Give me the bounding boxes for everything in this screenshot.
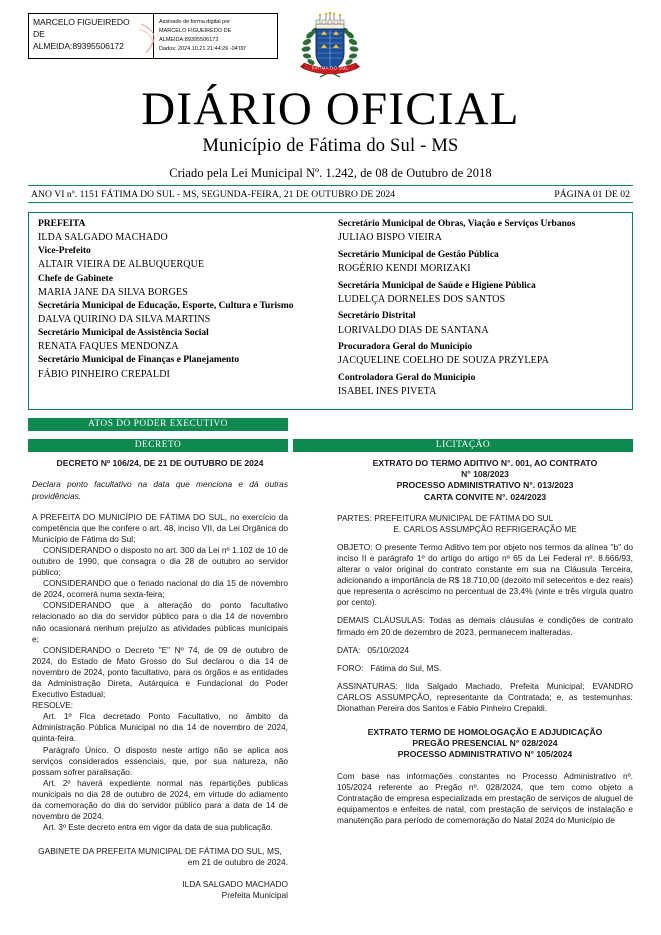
coat-of-arms-icon bbox=[296, 11, 364, 83]
decreto-signer-role: Prefeita Municipal bbox=[221, 889, 288, 900]
signature-detail-line3: ALMEIDA:89395506172 bbox=[159, 37, 219, 44]
signature-detail-line1: Assinado de forma digital por bbox=[159, 19, 230, 25]
licitacao-partes-line1 bbox=[337, 513, 633, 524]
decreto-paragraph: A PREFEITA DO MUNICÍPIO DE FÁTIMA DO SUL, no exercício da competência que lhe confere o art. 48, inciso VII, da Lei Orgânica do Município de Fátima do Sul; bbox=[32, 511, 288, 544]
official-name: MARIA JANE DA SILVA BORGES bbox=[38, 286, 188, 298]
digital-signature-block bbox=[28, 13, 278, 59]
decreto-paragraph: CONSIDERANDO que o feriado nacional do dia 15 de novembro de 2024, ocorrerá numa sexta-feira; bbox=[32, 578, 288, 600]
official-name: LUDELÇA DORNELES DOS SANTOS bbox=[338, 293, 506, 305]
licitacao-item2-title-line1: EXTRATO TERMO DE HOMOLOGAÇÃO E ADJUDICAÇÃO bbox=[367, 727, 603, 738]
decreto-closing-line1: GABINETE DA PREFEITA MUNICIPAL DE FÁTIMA DO SUL, MS, bbox=[38, 846, 282, 857]
official-role: Secretário Municipal de Gestão Pública bbox=[338, 249, 499, 260]
official-role: Secretário Municipal de Finanças e Planejamento bbox=[38, 355, 240, 366]
officials-column-left bbox=[29, 218, 328, 409]
official-name: DALVA QUIRINO DA SILVA MARTINS bbox=[38, 314, 211, 325]
data-value: 05/10/2024 bbox=[367, 644, 410, 655]
official-name: LORIVALDO DIAS DE SANTANA bbox=[338, 324, 489, 336]
officials-box bbox=[28, 212, 633, 410]
foro-value: Fátima do Sul, MS. bbox=[370, 662, 442, 673]
licitacao-item1-title-line4: CARTA CONVITE N°. 024/2023 bbox=[423, 491, 547, 502]
licitacao-item1-title-line1: EXTRATO DO TERMO ADITIVO N°. 001, AO CONTRATO bbox=[372, 458, 598, 468]
masthead-subtitle: Município de Fátima do Sul - MS bbox=[202, 136, 459, 156]
signature-name-line2: DE bbox=[33, 28, 45, 39]
page-title: DIÁRIO OFICIAL bbox=[141, 83, 520, 135]
decreto-closing-line2: em 21 de outubro de 2024. bbox=[187, 857, 288, 868]
official-role: Secretária Municipal de Educação, Esporte, Cultura e Turismo bbox=[38, 300, 294, 311]
officials-column-right bbox=[328, 218, 632, 409]
issue-page-number: PÁGINA 01 DE 02 bbox=[554, 188, 630, 200]
masthead-law-line: Criado pela Lei Municipal Nº. 1.242, de 08 de Outubro de 2018 bbox=[169, 166, 492, 180]
licitacao-assinaturas: ASSINATURAS: Ilda Salgado Machado, Prefeita Municipal; EVANDRO CARLOS ASSUMPÇÃO, representante da Contratada; e, as testemunhas: Dionathan Pereira dos Santos e Fábio Pinheiro Crepaldi. bbox=[337, 680, 633, 713]
crest-ribbon-text: FATIMA DO SUL bbox=[311, 65, 349, 71]
official-role: Vice-Prefeito bbox=[38, 246, 91, 257]
signature-detail-line2: MARCELO FIGUEIREDO DE bbox=[159, 28, 232, 35]
official-name: ILDA SALGADO MACHADO bbox=[38, 232, 168, 244]
licitacao-foro bbox=[337, 663, 633, 674]
issue-info-left: ANO VI nº. 1151 FÁTIMA DO SUL - MS, SEGUNDA-FEIRA, 21 DE OUTUBRO DE 2024 bbox=[31, 188, 396, 200]
issue-info-bar bbox=[28, 185, 633, 203]
official-role: PREFEITA bbox=[38, 219, 86, 229]
signature-name-line1: MARCELO FIGUEIREDO bbox=[33, 17, 130, 27]
signature-name bbox=[29, 14, 153, 58]
licitacao-data bbox=[337, 645, 633, 656]
section-banner-atos-poder-executivo: ATOS DO PODER EXECUTIVO bbox=[28, 418, 288, 431]
signature-name-line3: ALMEIDA:89395506172 bbox=[33, 40, 124, 51]
decreto-paragraph: CONSIDERANDO o disposto no art. 300 da Lei nº 1.102 de 10 de outubro de 1990, que consagra o dia 28 de outubro ao servidor público; bbox=[32, 544, 288, 578]
decreto-article: Art. 3º Este decreto entra em vigor da data de sua publicação. bbox=[43, 822, 273, 833]
official-name: ALTAIR VIEIRA DE ALBUQUERQUE bbox=[38, 259, 205, 271]
licitacao-item1-title-line3: PROCESSO ADMINISTRATIVO N°. 013/2023 bbox=[396, 480, 574, 491]
section-banner-licitacao: LICITAÇÃO bbox=[293, 439, 633, 452]
official-name: JULIAO BISPO VIEIRA bbox=[338, 232, 442, 244]
decreto-article: Art. 2º haverá expediente normal nas repartições publicas municipais no dia 28 de outubro de 2024, em virtude do adiamento da comemoração do dia do servidor público para a data de 14 de novembro de 2024. bbox=[32, 777, 288, 822]
decreto-ementa: Declara ponto facultativo na data que menciona e dá outras providências. bbox=[32, 479, 288, 501]
decreto-resolve: RESOLVE: bbox=[32, 700, 74, 711]
official-name: JACQUELINE COELHO DE SOUZA PRZYLEPA bbox=[338, 355, 549, 367]
official-name: FÁBIO PINHEIRO CREPALDI bbox=[38, 368, 170, 380]
partes-value1: PREFEITURA MUNICIPAL DE FÁTIMA DO SUL bbox=[374, 512, 554, 523]
signature-details bbox=[154, 14, 277, 58]
partes-label: PARTES: bbox=[337, 512, 372, 523]
signature-detail-line4: Dados: 2024.10.21 21:44:26 -04'00' bbox=[159, 46, 246, 53]
data-label: DATA: bbox=[337, 644, 361, 655]
licitacao-demais-clausulas: DEMAIS CLÁUSULAS: Todas as demais cláusulas e condições de contrato firmado em 20 de dezembro de 2023, permanecem inalteradas. bbox=[337, 615, 633, 637]
licitacao-item2-title-line2: PREGÃO PRESENCIAL N° 028/2024 bbox=[412, 738, 558, 749]
masthead bbox=[0, 83, 661, 181]
official-name: ROGÉRIO KENDI MORIZAKI bbox=[338, 262, 471, 274]
decreto-article: Parágrafo Único. O disposto neste artigo não se aplica aos serviços considerados essenciais, que, por sua natureza, não possam sofrer paralisação. bbox=[32, 744, 288, 777]
decreto-article: Art. 1º Fica decretado Ponto Facultativo, no âmbito da Administração Pública Municipal no dia 14 de novembro de 2024, quinta-feira. bbox=[32, 711, 288, 744]
official-name: RENATA FAQUES MENDONZA bbox=[38, 341, 179, 353]
licitacao-item2-title-line3: PROCESSO ADMINISTRATIVO N° 105/2024 bbox=[397, 749, 573, 760]
official-role: Controladora Geral do Município bbox=[338, 372, 476, 383]
licitacao-column bbox=[337, 458, 633, 826]
official-role: Procuradora Geral do Município bbox=[338, 342, 473, 353]
section-banner-decreto: DECRETO bbox=[28, 439, 288, 452]
official-role: Secretário Municipal de Assistência Social bbox=[38, 328, 209, 339]
licitacao-partes-line2: E. CARLOS ASSUMPÇÃO REFRIGERAÇÃO ME bbox=[393, 523, 577, 534]
official-name: ISABEL INES PIVETA bbox=[338, 386, 437, 398]
official-role: Chefe de Gabinete bbox=[38, 273, 113, 284]
decreto-column bbox=[32, 458, 288, 901]
licitacao-item1-title-line2: N° 108/2023 bbox=[461, 469, 509, 480]
decreto-signer-name: ILDA SALGADO MACHADO bbox=[182, 878, 288, 889]
decreto-title: DECRETO Nº 106/24, DE 21 DE OUTUBRO DE 2024 bbox=[56, 458, 264, 468]
official-role: Secretária Municipal de Saúde e Higiene Pública bbox=[338, 280, 536, 291]
official-role: Secretário Distrital bbox=[338, 311, 416, 322]
decreto-paragraph: CONSIDERANDO que a alteração do ponto facultativo relacionado ao dia do servidor público para o dia 14 de novembro não ocasionará nenhum prejuízo as atividades públicas municipais e; bbox=[32, 600, 288, 644]
official-role: Secretário Municipal de Obras, Viação e Serviços Urbanos bbox=[338, 219, 576, 229]
foro-label: FORO: bbox=[337, 662, 364, 673]
licitacao-item2-body: Com base nas informações constantes no Processo Administrativo nº. 105/2024 referente ao Pregão nº. 028/2024, que tem como objeto a Contratação de empresa especializada em prestação de serviços de aluguel de equipamentos e enfeites de natal, com prestação de serviços de instalação e manutenção para período de comemoração do Natal 2024 do Município de bbox=[337, 770, 633, 825]
licitacao-objeto: OBJETO: O presente Termo Aditivo tem por objeto nos termos da alínea "b" do inciso II e parágrafo 1º do artigo do artigo nº 65 da Lei Federal nº. 8.666/93, alterar o valor original do contrato constante em sua na Cláusula Terceira, adicionando a importância de R$ 18.710,00 (dezoito mil setecentos e dez reais) que representa o acréscimo no percentual de 23,4% (vinte e três vírgula quatro por cento). bbox=[337, 541, 633, 608]
decreto-paragraph: CONSIDERANDO o Decreto "E" Nº 74, de 09 de outubro de 2024, do Estado de Mato Grosso do Sul declarou o dia 14 de novembro de 2024, ponto facultativo, para os órgãos e as entidades da Administração Direta, Autárquica e Fundacional do Poder Executivo Estadual; bbox=[32, 644, 288, 700]
